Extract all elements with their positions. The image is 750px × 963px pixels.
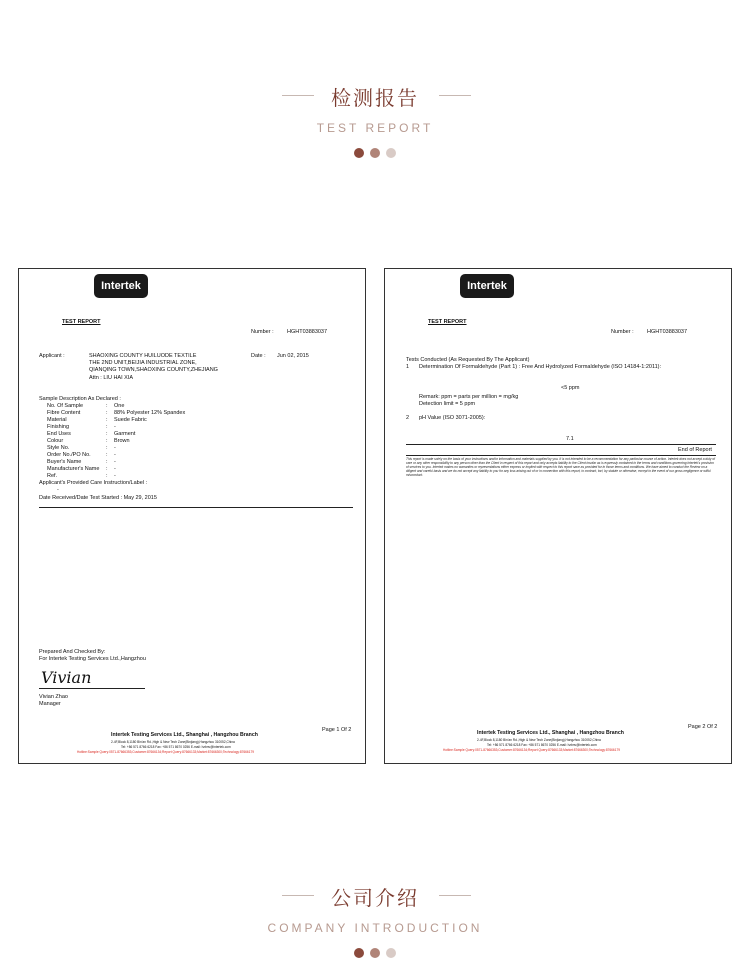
field-value: Brown <box>114 438 130 444</box>
sample-header: Sample Description As Declared : <box>39 396 121 402</box>
report-date: Jun 02, 2015 <box>277 353 309 359</box>
intertek-logo: Intertek <box>94 274 148 298</box>
applicant-label: Applicant : <box>39 353 65 359</box>
field-value: 88% Polyester 12% Spandex <box>114 410 186 416</box>
field-colon: : <box>106 417 108 423</box>
field-label: Buyer's Name <box>47 459 82 465</box>
test-number: 1 <box>406 364 410 370</box>
company-intro-section-header <box>0 882 750 955</box>
field-value: Suede Fabric <box>114 417 147 423</box>
applicant-line: QIANQING TOWN,SHAOXING COUNTY,ZHEJIANG <box>89 367 218 373</box>
dot-icon <box>386 948 396 958</box>
field-colon: : <box>106 438 108 444</box>
intertek-logo: Intertek <box>460 274 514 298</box>
dots-indicator <box>0 145 750 155</box>
number-label: Number : <box>251 329 274 335</box>
footer-hotline: Hotline:Sample Query:0571-87666353;Customer:87666134;Report Query:87666133;Market:87666300;Technology:87666179 <box>443 748 621 752</box>
section-divider <box>39 507 353 508</box>
end-divider <box>406 455 716 456</box>
for-company: For Intertek Testing Services Ltd.,Hangzhou <box>39 656 146 662</box>
test-description: pH Value (ISO 3071-2005): <box>419 415 486 421</box>
attn-line: Attn : LIU HAI XIA <box>89 375 134 381</box>
report-heading: TEST REPORT <box>428 319 467 325</box>
report-number: HGHT03883037 <box>287 329 328 335</box>
divider-left <box>282 895 314 896</box>
report-page-2 <box>384 268 732 764</box>
signer-title: Manager <box>39 701 61 707</box>
test-report-section-header <box>0 82 750 155</box>
field-label: End Uses <box>47 431 71 437</box>
care-value: - <box>57 487 59 493</box>
footer-address: 2-4F,Block 8,1180 Bin'an Rd.,High & New Tech Zone(Binjiang),Hangzhou 310052,China <box>477 738 601 742</box>
divider-right <box>439 95 471 96</box>
field-label: Style No. <box>47 445 70 451</box>
test-number: 2 <box>406 415 410 421</box>
remark-line: Remark: ppm = parts per million = mg/kg <box>419 394 519 400</box>
dot-icon <box>370 148 380 158</box>
dot-icon <box>354 948 364 958</box>
dot-icon <box>386 148 396 158</box>
applicant-line: SHAOXING COUNTY HUILUODE TEXTILE <box>89 353 197 359</box>
field-label: No. Of Sample <box>47 403 84 409</box>
section-title-cn: 检测报告 <box>331 86 419 110</box>
field-colon: : <box>106 424 108 430</box>
field-value: Garment <box>114 431 136 437</box>
field-colon: : <box>106 403 108 409</box>
field-label: Manufacturer's Name <box>47 466 100 472</box>
prepared-by: Prepared And Checked By: <box>39 649 106 655</box>
section-title-cn: 公司介绍 <box>331 886 419 910</box>
field-colon: : <box>106 473 108 479</box>
footer-hotline: Hotline:Sample Query:0571-87666353;Customer:87666134;Report Query:87666133;Market:87666300;Technology:87666179 <box>77 750 255 754</box>
field-value: - <box>114 473 116 479</box>
field-colon: : <box>106 452 108 458</box>
report-heading: TEST REPORT <box>62 319 101 325</box>
dot-icon <box>370 948 380 958</box>
divider-left <box>282 95 314 96</box>
signature-image: Vivian <box>41 668 92 687</box>
page-number: Page 1 Of 2 <box>322 727 352 733</box>
field-label: Order No./PO No. <box>47 452 91 458</box>
dot-icon <box>354 148 364 158</box>
footer-company: Intertek Testing Services Ltd., Shanghai , Hangzhou Branch <box>477 730 624 736</box>
applicant-line: THE 2ND UNIT,BEIJIA INDUSTRIAL ZONE, <box>89 360 197 366</box>
end-of-report: End of Report <box>678 447 712 453</box>
field-value: - <box>114 424 116 430</box>
section-title-en: TEST REPORT <box>316 121 434 135</box>
date-label: Date : <box>251 353 266 359</box>
field-value: - <box>114 459 116 465</box>
field-label: Ref. <box>47 473 58 479</box>
field-label: Finishing <box>47 424 70 430</box>
result-divider <box>406 444 716 445</box>
field-value: One <box>114 403 125 409</box>
field-value: - <box>114 466 116 472</box>
test-result: <5 ppm <box>561 385 580 391</box>
number-label: Number : <box>611 329 634 335</box>
field-value: - <box>114 452 116 458</box>
care-label: Applicant's Provided Care Instruction/Label : <box>39 480 148 486</box>
field-label: Material <box>47 417 67 423</box>
field-colon: : <box>106 431 108 437</box>
field-label: Fibre Content <box>47 410 81 416</box>
field-value: - <box>114 445 116 451</box>
field-label: Colour <box>47 438 64 444</box>
field-colon: : <box>106 445 108 451</box>
footer-tel: Tel: +86 571 8766 6218 Fax: +86 571 8670 0256 E-mail: hzbnv@intertek.com <box>487 743 597 747</box>
page-number: Page 2 Of 2 <box>688 724 718 730</box>
footer-address: 2-4F,Block 8,1180 Bin'an Rd.,High & New Tech Zone(Binjiang),Hangzhou 310052,China <box>111 740 235 744</box>
field-colon: : <box>106 459 108 465</box>
date-received: Date Received/Date Test Started : May 29, 2015 <box>39 495 157 501</box>
divider-right <box>439 895 471 896</box>
test-result: 7.1 <box>566 436 574 442</box>
report-page-1 <box>18 268 366 764</box>
section-title-en: COMPANY INTRODUCTION <box>267 921 483 935</box>
signature-line <box>39 688 145 689</box>
report-number: HGHT03883037 <box>647 329 688 335</box>
footer-tel: Tel: +86 571 8766 6218 Fax: +86 571 8670 0256 E-mail: hzbnv@intertek.com <box>121 745 231 749</box>
test-description: Determination Of Formaldehyde (Part 1) : Free And Hydrolyzed Formaldehyde (ISO 14184-1:2011): <box>419 364 662 370</box>
footer-company: Intertek Testing Services Ltd., Shanghai , Hangzhou Branch <box>111 732 258 738</box>
detection-limit: Detection limit = 5 ppm <box>419 401 476 407</box>
dots-indicator <box>0 945 750 955</box>
field-colon: : <box>106 466 108 472</box>
disclaimer-text: This report is made solely on the basis of your instructions and/or information and materials supplied by you. It is not intended to be a recommendation for any particular course of action. Intertek does not accept a duty of care or any other responsibility to any person other than the Client in respect of this report and only accepts liability to the Client insofar as is expressly contained in the terms and conditions governing Intertek's provision of services to you. Intertek makes no warranties or representations either express or implied with respect to this report save as provided for in those terms and conditions. We have aimed to conduct the Review on a diligent and careful basis and we do not accept any liability to you for any loss arising out of or in connection with this report, in contract, tort, by statute or otherwise, except in the event of our gross negligence or wilful misconduct. <box>406 457 716 477</box>
field-colon: : <box>106 410 108 416</box>
signer-name: Vivian Zhao <box>39 694 68 700</box>
tests-header: Tests Conducted (As Requested By The Applicant) <box>406 357 530 363</box>
